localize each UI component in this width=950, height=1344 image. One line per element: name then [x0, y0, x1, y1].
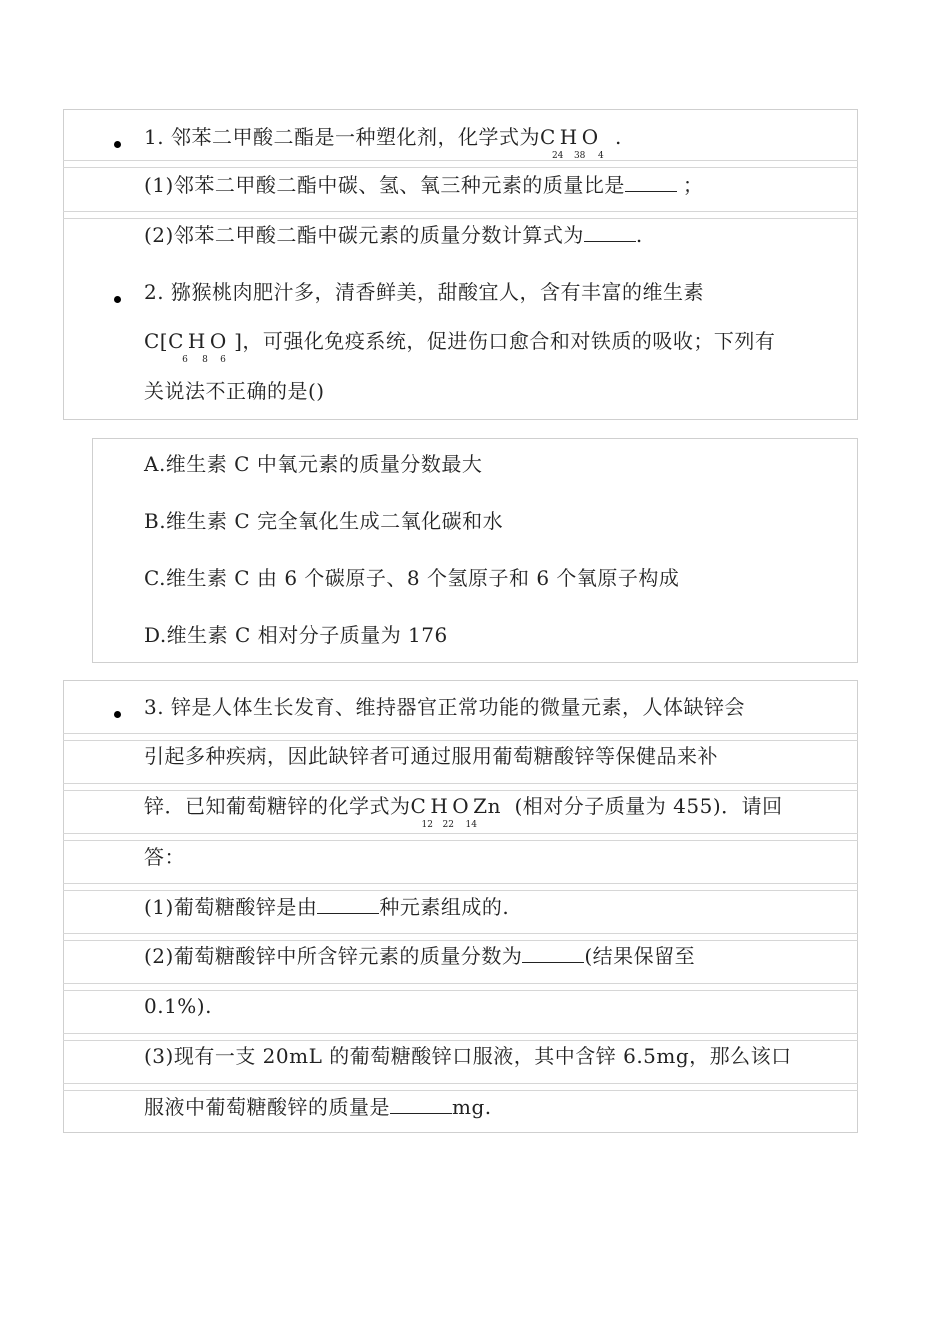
bullet-icon: [114, 141, 121, 148]
option-d[interactable]: D.维生素 C 相对分子质量为 176: [144, 623, 448, 647]
question-3-line-2: 引起多种疾病，因此缺锌者可通过服用葡萄糖酸锌等保健品来补: [144, 744, 718, 768]
divider: [63, 160, 858, 168]
divider: [63, 1033, 858, 1041]
bullet-icon: [114, 711, 121, 718]
question-1-part-1: (1)邻苯二甲酸二酯中碳、氢、氧三种元素的质量比是 ；: [144, 173, 704, 197]
bullet-icon: [114, 296, 121, 303]
chem-formula-phthalate: C H O 24 38 4: [539, 125, 604, 161]
question-3-part-3-line-2: 服液中葡萄糖酸锌的质量是 mg.: [144, 1095, 492, 1119]
chem-formula-vitamin-c: C H O 6 8 6: [168, 329, 227, 365]
divider: [63, 983, 858, 991]
answer-blank[interactable]: [625, 173, 677, 192]
question-1-stem: 1. 邻苯二甲酸二酯是一种塑化剂，化学式为C H O 24 38 4 .: [144, 125, 622, 161]
question-3-part-2-line-2: 0.1%).: [144, 994, 212, 1018]
answer-blank[interactable]: [390, 1095, 452, 1114]
divider: [63, 211, 858, 219]
question-1-2-container: [63, 109, 858, 420]
question-3-line-4: 答：: [144, 845, 185, 869]
question-2-line-3: 关说法不正确的是(): [144, 379, 325, 403]
option-a[interactable]: A.维生素 C 中氧元素的质量分数最大: [144, 452, 483, 476]
answer-blank[interactable]: [522, 944, 584, 963]
divider: [63, 1083, 858, 1091]
option-c[interactable]: C.维生素 C 由 6 个碳原子、8 个氢原子和 6 个氧原子构成: [144, 566, 680, 590]
option-b[interactable]: B.维生素 C 完全氧化生成二氧化碳和水: [144, 509, 504, 533]
question-3-part-2: (2)葡萄糖酸锌中所含锌元素的质量分数为 (结果保留至: [144, 944, 696, 968]
question-3-part-3-line-1: (3)现有一支 20mL 的葡萄糖酸锌口服液，其中含锌 6.5mg，那么该口: [144, 1044, 792, 1068]
question-1-part-2: (2)邻苯二甲酸二酯中碳元素的质量分数计算式为 .: [144, 223, 643, 247]
divider: [63, 933, 858, 941]
chem-formula-zinc-gluconate: C H O Zn 12 22 14: [410, 794, 501, 830]
divider: [63, 783, 858, 791]
divider: [63, 733, 858, 741]
answer-blank[interactable]: [317, 895, 379, 914]
divider: [63, 883, 858, 891]
question-2-line-2: C[C H O 6 8 6 ]，可强化免疫系统，促进伤口愈合和对铁质的吸收；下列有: [144, 329, 776, 365]
question-3-line-3: 锌．已知葡萄糖锌的化学式为C H O Zn 12 22 14 (相对分子质量为 455)．请回: [144, 794, 783, 830]
question-2-line-1: 2. 猕猴桃肉肥汁多，清香鲜美，甜酸宜人，含有丰富的维生素: [144, 280, 704, 304]
question-3-line-1: 3. 锌是人体生长发育、维持器官正常功能的微量元素，人体缺锌会: [144, 695, 745, 719]
divider: [63, 833, 858, 841]
question-3-part-1: (1)葡萄糖酸锌是由 种元素组成的.: [144, 895, 510, 919]
answer-blank[interactable]: [584, 223, 636, 242]
